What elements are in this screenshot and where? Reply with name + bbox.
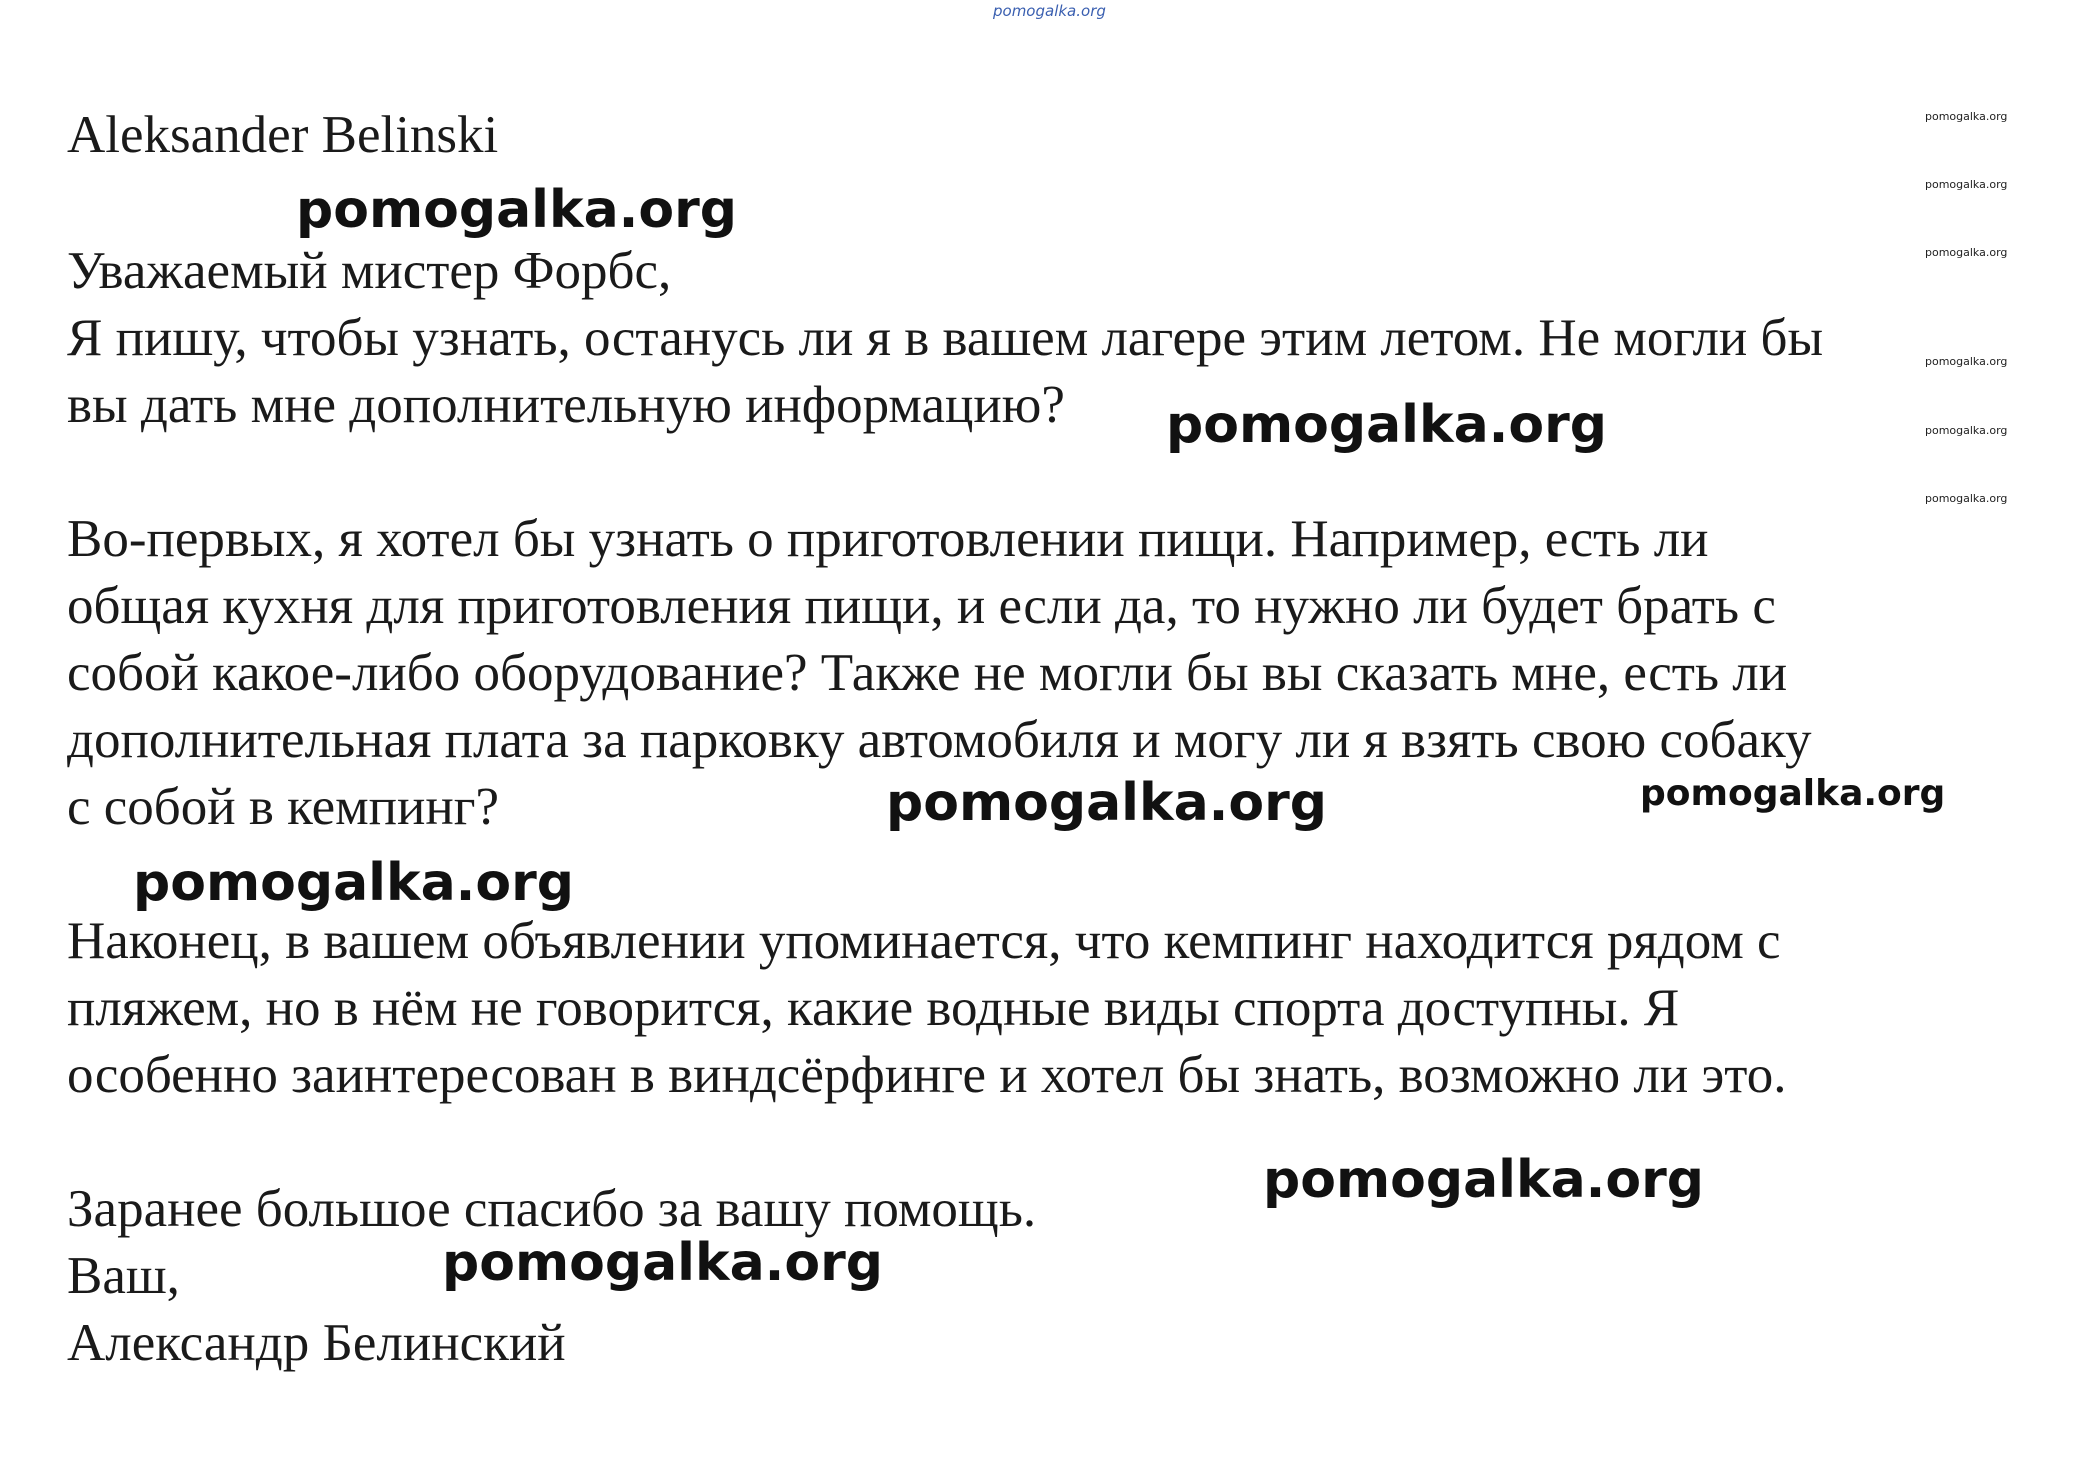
- overlay-watermark: pomogalka.org: [1263, 1150, 1705, 1210]
- overlay-watermark: pomogalka.org: [296, 180, 738, 240]
- side-watermark: pomogalka.org: [1925, 355, 2008, 368]
- closing-line: Александр Белинский: [67, 1314, 566, 1372]
- paragraph2-line: Наконец, в вашем объявлении упоминается, что кемпинг находится рядом с: [67, 912, 1781, 970]
- side-watermark: pomogalka.org: [1925, 492, 2008, 505]
- paragraph1-line: Во-первых, я хотел бы узнать о приготовлении пищи. Например, есть ли: [67, 510, 1709, 568]
- overlay-watermark: pomogalka.org: [1640, 773, 1946, 814]
- overlay-watermark: pomogalka.org: [886, 773, 1328, 833]
- side-watermark: pomogalka.org: [1925, 178, 2008, 191]
- intro-line: вы дать мне дополнительную информацию?: [67, 376, 1065, 434]
- closing-line: Заранее большое спасибо за вашу помощь.: [67, 1180, 1037, 1238]
- paragraph1-line: общая кухня для приготовления пищи, и если да, то нужно ли будет брать с: [67, 577, 1776, 635]
- intro-line: Я пишу, чтобы узнать, останусь ли я в вашем лагере этим летом. Не могли бы: [67, 309, 1824, 367]
- overlay-watermark: pomogalka.org: [1166, 395, 1608, 455]
- paragraph1-line: дополнительная плата за парковку автомобиля и могу ли я взять свою собаку: [67, 711, 1812, 769]
- closing-line: Ваш,: [67, 1247, 180, 1305]
- top-watermark: pomogalka.org: [993, 2, 1106, 20]
- paragraph2-line: пляжем, но в нём не говорится, какие водные виды спорта доступны. Я: [67, 979, 1680, 1037]
- paragraph2-line: особенно заинтересован в виндсёрфинге и хотел бы знать, возможно ли это.: [67, 1046, 1787, 1104]
- overlay-watermark: pomogalka.org: [442, 1233, 884, 1293]
- paragraph1-line: собой какое-либо оборудование? Также не могли бы вы сказать мне, есть ли: [67, 644, 1788, 702]
- author-header: Aleksander Belinski: [67, 106, 499, 164]
- paragraph1-line: с собой в кемпинг?: [67, 778, 499, 836]
- greeting: Уважаемый мистер Форбс,: [67, 242, 672, 300]
- side-watermark: pomogalka.org: [1925, 110, 2008, 123]
- overlay-watermark: pomogalka.org: [133, 853, 575, 913]
- side-watermark: pomogalka.org: [1925, 246, 2008, 259]
- side-watermark: pomogalka.org: [1925, 424, 2008, 437]
